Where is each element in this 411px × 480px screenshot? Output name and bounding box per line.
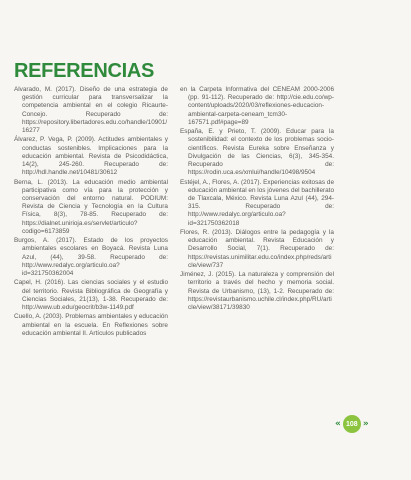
- reference-entry: Flores, R. (2013). Diálogos entre la pedagogía y la educación ambiental. Revista Educación y Desarrollo Social, 7(1). Recuperado de: https://revistas.unimilitar.edu.co/index.php/reds/article/view/737: [180, 229, 334, 269]
- page-navigation: [335, 415, 369, 433]
- reference-entry: Álvarez, P. Vega, P. (2009). Actitudes ambientales y conductas sostenibles. Implicaciones para la educación ambiental. Revista de Psicodidáctica, 14(2), 245-260. Recuperado de: http://hdl.handle.net/10481/30612: [14, 136, 168, 177]
- page-title: REFERENCIAS: [14, 60, 155, 82]
- next-page-icon[interactable]: »: [362, 418, 369, 429]
- reference-entry: Alvarado, M. (2017). Diseño de una estrategia de gestión curricular para transversalizar la competencia ambiental en el colegio Ricaurte-Concejo. Recuperado de: https://repository.libertadores.edu.co/handle/10901/16277: [14, 86, 168, 135]
- reference-entry: Cuello, A. (2003). Problemas ambientales y educación ambiental en la escuela. En Reflexiones sobre educación ambiental II. Artículos publicados: [14, 313, 168, 337]
- reference-entry: Burgos, A. (2017). Estado de los proyectos ambientales escolares en Boyacá. Revista Luna Azul, (44), 39-58. Recuperado de: http://www.redalyc.org/articulo.oa?id=321750362004: [14, 237, 168, 278]
- reference-entry: España, E. y Prieto, T. (2009). Educar para la sostenibilidad: el contexto de los problemas socio-científicos. Revista Eureka sobre Enseñanza y Divulgación de las Ciencias, 6(3), 345-354. Recuperado de: https://rodin.uca.es/xmlui/handle/10498/9504: [180, 128, 334, 177]
- reference-entry: Estéjel, A., Flores, A. (2017). Experiencias exitosas de educación ambiental en los jóvenes del bachillerato de Tlaxcala, México. Revista Luna Azul (44), 294-315. Recuperado de: http://www.redalyc.org/articulo.oa?id=321750362018: [180, 178, 334, 227]
- previous-page-icon[interactable]: «: [335, 418, 341, 429]
- reference-entry: en la Carpeta Informativa del CENEAM 2000-2006 (pp. 91-112). Recuperado de: http://cie.edu.co/wp-content/uploads/2020/03/reflexiones-educacion-ambiental-carpeta-ceneam_tcm30-167571.pdf#page=89: [180, 86, 334, 126]
- page-number-badge: 108: [343, 415, 361, 433]
- reference-entry: Capel, H. (2016). Las ciencias sociales y el estudio del territorio. Revista Bibliográfica de Geografía y Ciencias Sociales, 21(13), 1-38. Recuperado de: http://www.ub.edu/geocrit/b3w-1149.pdf: [14, 279, 168, 312]
- reference-entry: Jiménez, J. (2015). La naturaleza y comprensión del territorio a través del hecho y memoria social. Revista de Urbanismo, (13), 1-2. Recuperado de: https://revistaurbanismo.uchile.cl/index.php/RU/article/view/38171/39830: [180, 271, 334, 312]
- reference-entry: Berna, L. (2013). La educación medio ambiental participativa como vía para la protección y conservación del entorno natural. PODIUM: Revista de Ciencia y Tecnología en la Cultura Física, 8(3), 78-85. Recuperado de: https://dialnet.unirioja.es/servlet/articulo?codigo=6173859: [14, 178, 168, 235]
- references-columns: [14, 86, 334, 426]
- references-right-column: [180, 86, 334, 426]
- references-left-column: [14, 86, 168, 426]
